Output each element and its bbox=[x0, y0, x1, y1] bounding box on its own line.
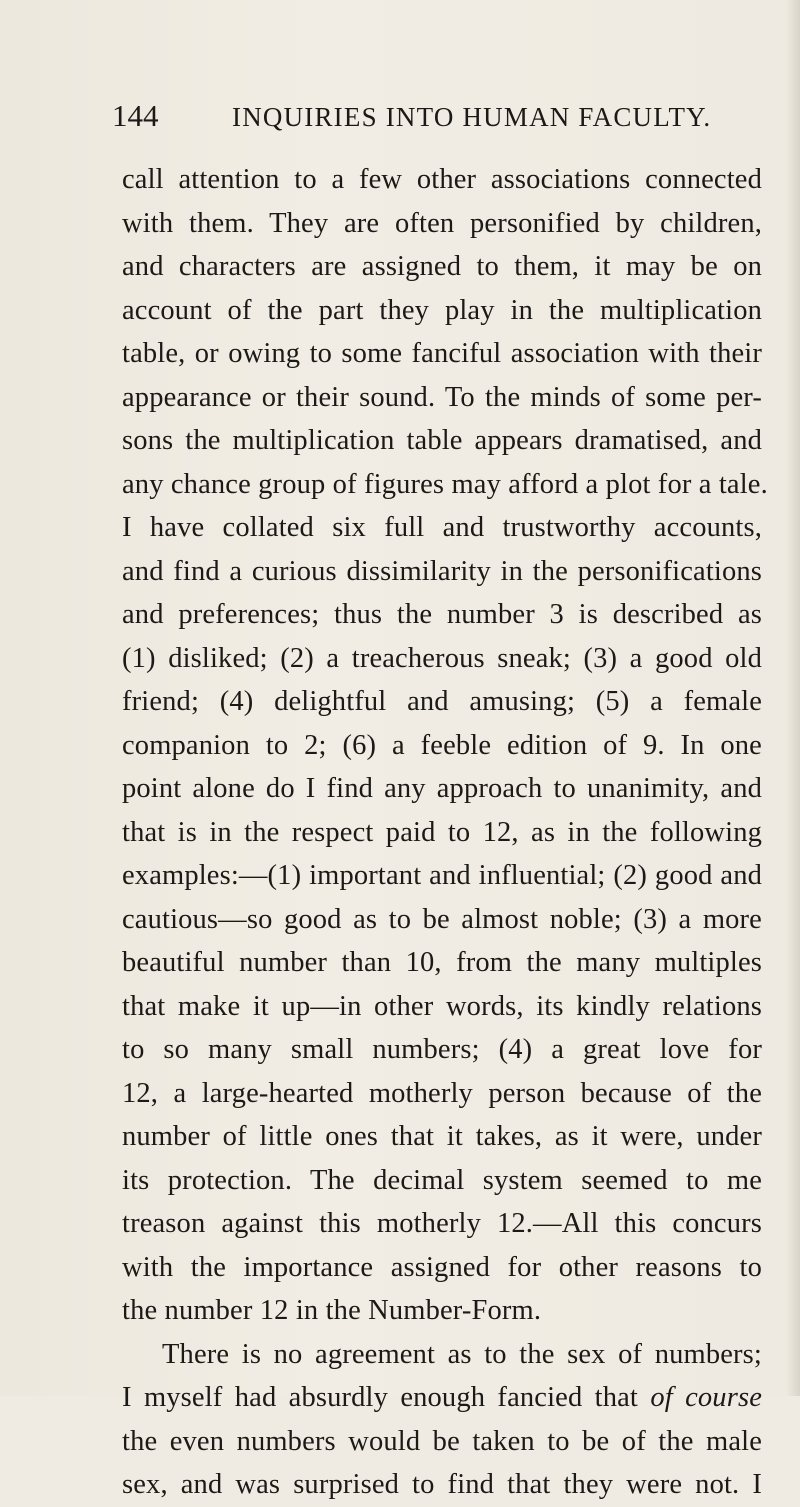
text-line: with the importance assigned for other reasons to bbox=[122, 1251, 762, 1283]
text-line: (1) disliked; (2) a treacherous sneak; (3) a good old bbox=[122, 642, 762, 674]
text-line: cautious—so good as to be almost noble; (3) a more bbox=[122, 903, 762, 935]
page-edge-shadow bbox=[786, 0, 800, 1396]
text-line: with them. They are often personified by children, bbox=[122, 207, 762, 239]
text-line: and characters are assigned to them, it may be on bbox=[122, 251, 762, 282]
text-line: beautiful number than 10, from the many multiples bbox=[122, 947, 762, 978]
text-line: appearance or their sound. To the minds of some per- bbox=[122, 381, 762, 413]
text-line: companion to 2; (6) a feeble edition of 9. In one bbox=[122, 729, 762, 761]
text-line: call attention to a few other associations connected bbox=[122, 164, 762, 195]
text-line: sons the multiplication table appears dramatised, and bbox=[122, 425, 762, 456]
page-header bbox=[112, 98, 732, 138]
text-line: examples:—(1) important and influential; (2) good and bbox=[122, 860, 762, 891]
text-line: that make it up—in other words, its kindly relations bbox=[122, 990, 762, 1022]
text-line: sex, and was surprised to find that they were not. I bbox=[122, 1469, 762, 1500]
text-line: 12, a large-hearted motherly person because of the bbox=[122, 1077, 762, 1109]
italic-emphasis: of course bbox=[650, 1382, 762, 1413]
paragraph-first-line: There is no agreement as to the sex of numbers; bbox=[162, 1338, 762, 1370]
text-line: the even numbers would be taken to be of the male bbox=[122, 1425, 762, 1457]
text-line: and preferences; thus the number 3 is described as bbox=[122, 599, 762, 630]
text-run: I myself had absurdly enough fancied that bbox=[122, 1382, 638, 1413]
text-line: point alone do I find any approach to unanimity, and bbox=[122, 773, 762, 804]
text-line: that is in the respect paid to 12, as in the following bbox=[122, 816, 762, 848]
page-number: 144 bbox=[112, 98, 159, 133]
text-line: I have collated six full and trustworthy accounts, bbox=[122, 512, 762, 543]
text-line: table, or owing to some fanciful association with their bbox=[122, 338, 762, 369]
text-line: and find a curious dissimilarity in the personifications bbox=[122, 555, 762, 587]
running-head: INQUIRIES INTO HUMAN FACULTY. bbox=[232, 102, 712, 132]
text-line: the number 12 in the Number-Form. bbox=[122, 1295, 542, 1326]
body-text bbox=[122, 158, 768, 1507]
text-line: account of the part they play in the multiplication bbox=[122, 294, 762, 326]
text-line: any chance group of figures may afford a plot for a tale. bbox=[122, 468, 768, 500]
text-line: number of little ones that it takes, as it were, under bbox=[122, 1121, 762, 1152]
text-line: to so many small numbers; (4) a great love for bbox=[122, 1034, 762, 1065]
text-line: friend; (4) delightful and amusing; (5) a female bbox=[122, 686, 762, 717]
text-line bbox=[122, 1376, 762, 1420]
text-line: treason against this motherly 12.—All this concurs bbox=[122, 1208, 762, 1239]
text-line: its protection. The decimal system seemed to me bbox=[122, 1164, 762, 1196]
